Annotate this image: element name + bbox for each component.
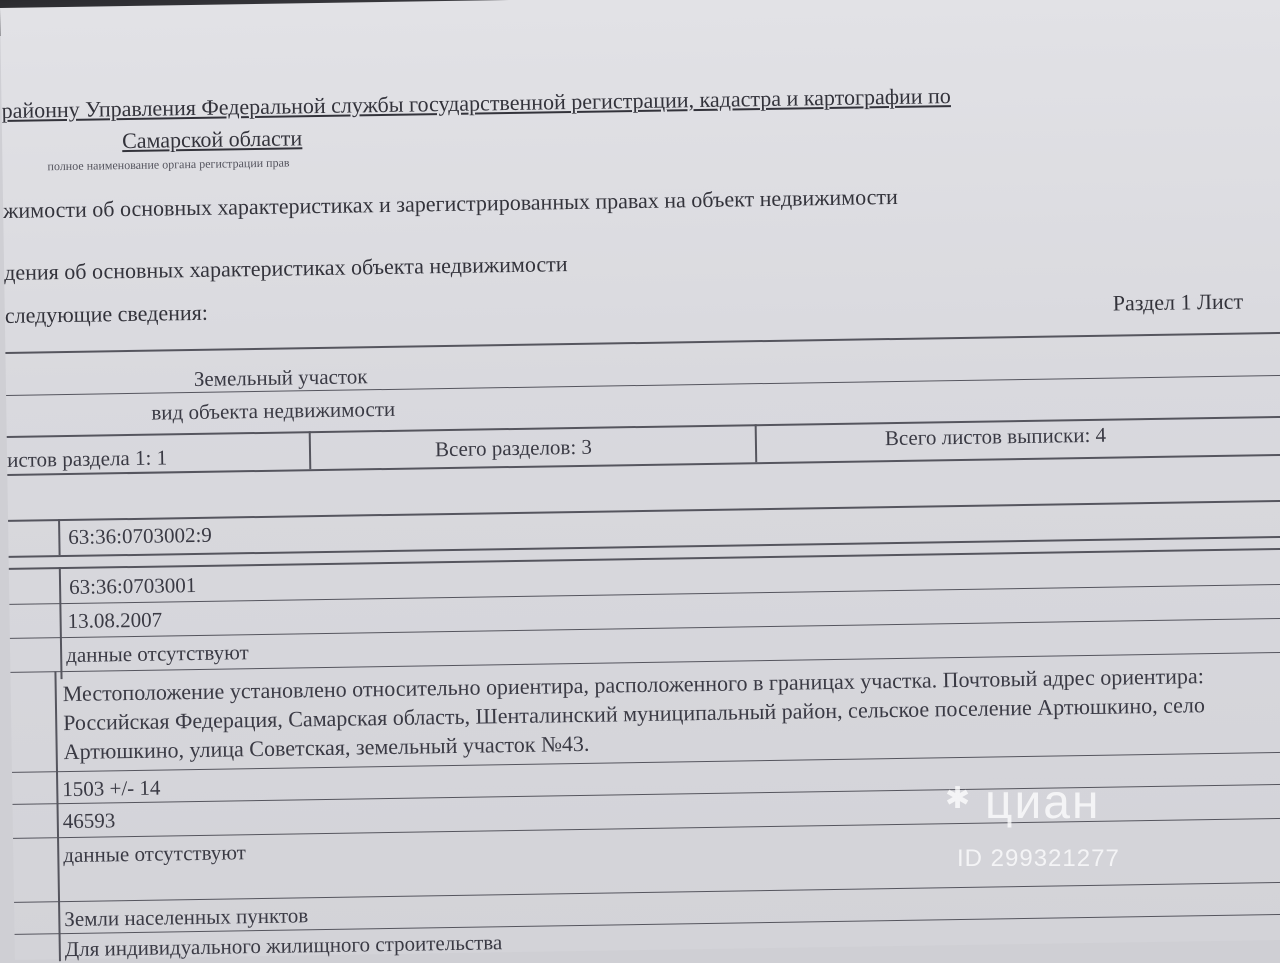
table-divider <box>755 424 758 462</box>
table-border <box>9 548 1280 570</box>
object-type-caption: вид объекта недвижимости <box>151 396 396 425</box>
land-area: 1503 +/- 14 <box>62 775 161 802</box>
other-numbers: данные отсутствуют <box>63 840 247 868</box>
permitted-use: Для индивидуального жилищного строительства <box>64 930 503 962</box>
table-border <box>8 500 1280 522</box>
table-divider <box>9 584 1280 605</box>
cadastral-value: 46593 <box>62 808 116 834</box>
authority-line-1: районну Управления Федеральной службы государственной регистрации, кадастра и картографии по <box>1 83 952 123</box>
table-divider <box>54 671 61 961</box>
table-divider <box>59 567 63 679</box>
intro-text: следующие сведения: <box>4 299 209 328</box>
table-border <box>7 454 1280 476</box>
table-border <box>5 332 1280 354</box>
authority-line-2: Самарской области <box>121 125 303 154</box>
date-assigned: 13.08.2007 <box>67 607 163 634</box>
table-divider <box>10 618 1280 639</box>
table-divider <box>58 519 61 555</box>
previous-number: данные отсутствуют <box>65 640 249 668</box>
sheets-in-section: истов раздела 1: 1 <box>6 445 168 472</box>
authority-caption: полное наименование органа регистрации прав <box>47 155 290 174</box>
section-subtitle: дения об основных характеристиках объекта недвижимости <box>3 251 568 285</box>
location-address: Местоположение установлено относительно ориентира, расположенного в границах участка. Почтовый адрес ориентира: Российская Федерация, Самарская область, Шенталинский муниципальный район, сельское поселение Артюшкино, село Артюшкино, улица Советская, земельный участок №43. <box>62 663 1206 765</box>
section-sheet-ref: Раздел 1 Лист <box>1112 288 1244 316</box>
watermark-id: ID 299321277 <box>957 845 1120 872</box>
total-sections: Всего разделов: 3 <box>434 434 593 462</box>
table-divider <box>309 431 312 469</box>
watermark <box>945 775 1195 895</box>
document-title: жимости об основных характеристиках и зарегистрированных правах на объект недвижимости <box>2 183 898 223</box>
object-type-value: Земельный участок <box>193 364 368 391</box>
cadastral-number: 63:36:0703002:9 <box>68 522 213 549</box>
total-sheets: Всего листов выписки: 4 <box>884 422 1107 451</box>
cadastral-quarter: 63:36:0703001 <box>68 572 197 599</box>
land-category: Земли населенных пунктов <box>64 903 309 932</box>
cian-logo-icon: ✱ <box>945 782 971 815</box>
watermark-brand: циан <box>985 776 1101 829</box>
